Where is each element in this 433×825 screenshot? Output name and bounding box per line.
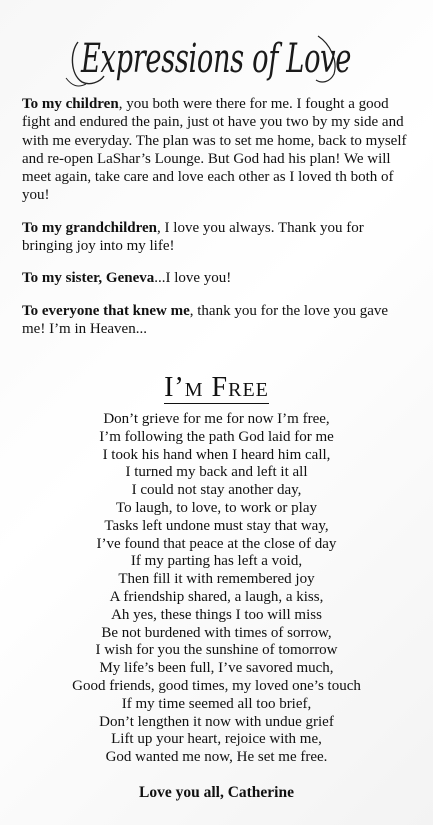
message-lead: To my sister, Geneva [22,270,155,287]
poem-line: Don’t lengthen it now with undue grief [99,713,334,730]
poem-line: My life’s been full, I’ve savored much, [99,660,334,677]
message-lead: To my grandchildren [22,219,158,236]
poem-line: I took his hand when I heard him call, [102,446,331,463]
poem-line: Then fill it with remembered joy [118,571,315,588]
message-everyone [22,302,414,339]
message-lead: To my children [22,96,119,112]
message-grandchildren [22,219,414,256]
poem-line: If my parting has left a void, [130,553,303,570]
message-text: , you both were there for me. I fought a good fight and endured the pain, just ot have you two by my side and with me everyday. The plan was to set me home, back to myself and re-open LaShar’s Lounge. But God had his plan! We will meet again, take care and love each other as I loved th both of you! [22,96,407,204]
message-text: ...I love you! [154,270,232,287]
poem-line: Don’t grieve for me for now I’m free, [103,411,330,427]
poem-line: I’m following the path God laid for me [99,428,334,445]
poem-title: I’m Free [164,372,269,403]
message-lead: To everyone that knew me [22,302,190,319]
poem-line: A friendship shared, a laugh, a kiss, [109,588,324,605]
signature: Love you all, Catherine [139,784,294,801]
poem-line: Tasks left undone must stay that way, [104,517,329,534]
poem-body [0,411,433,767]
message-text: , thank you for the love you gave me! I’m in Heaven... [22,302,389,337]
poem-title-block [0,372,433,404]
poem-line: I’ve found that peace at the close of day [96,535,337,552]
message-text: , I love you always. Thank you for bringing joy into my life! [22,219,364,255]
poem-line: Be not burdened with times of sorrow, [101,624,332,641]
tribute-messages [22,95,414,352]
poem-line: I wish for you the sunshine of tomorrow [95,642,338,659]
poem-line: Lift up your heart, rejoice with me, [111,731,322,748]
poem-line: If my time seemed all too brief, [121,695,312,712]
page-title: Expressions of Love [80,36,352,82]
header-title-block [0,22,433,92]
poem-line: Good friends, good times, my loved one’s touch [72,677,361,694]
poem-line: I turned my back and left it all [125,464,308,481]
message-sister [22,269,414,287]
script-title-graphic [0,22,433,92]
message-children [22,95,414,205]
poem-line: God wanted me now, He set me free. [105,749,328,766]
poem-line: I could not stay another day, [131,482,302,499]
poem-line: Ah yes, these things I too will miss [111,606,322,623]
poem-line: To laugh, to love, to work or play [116,499,317,516]
